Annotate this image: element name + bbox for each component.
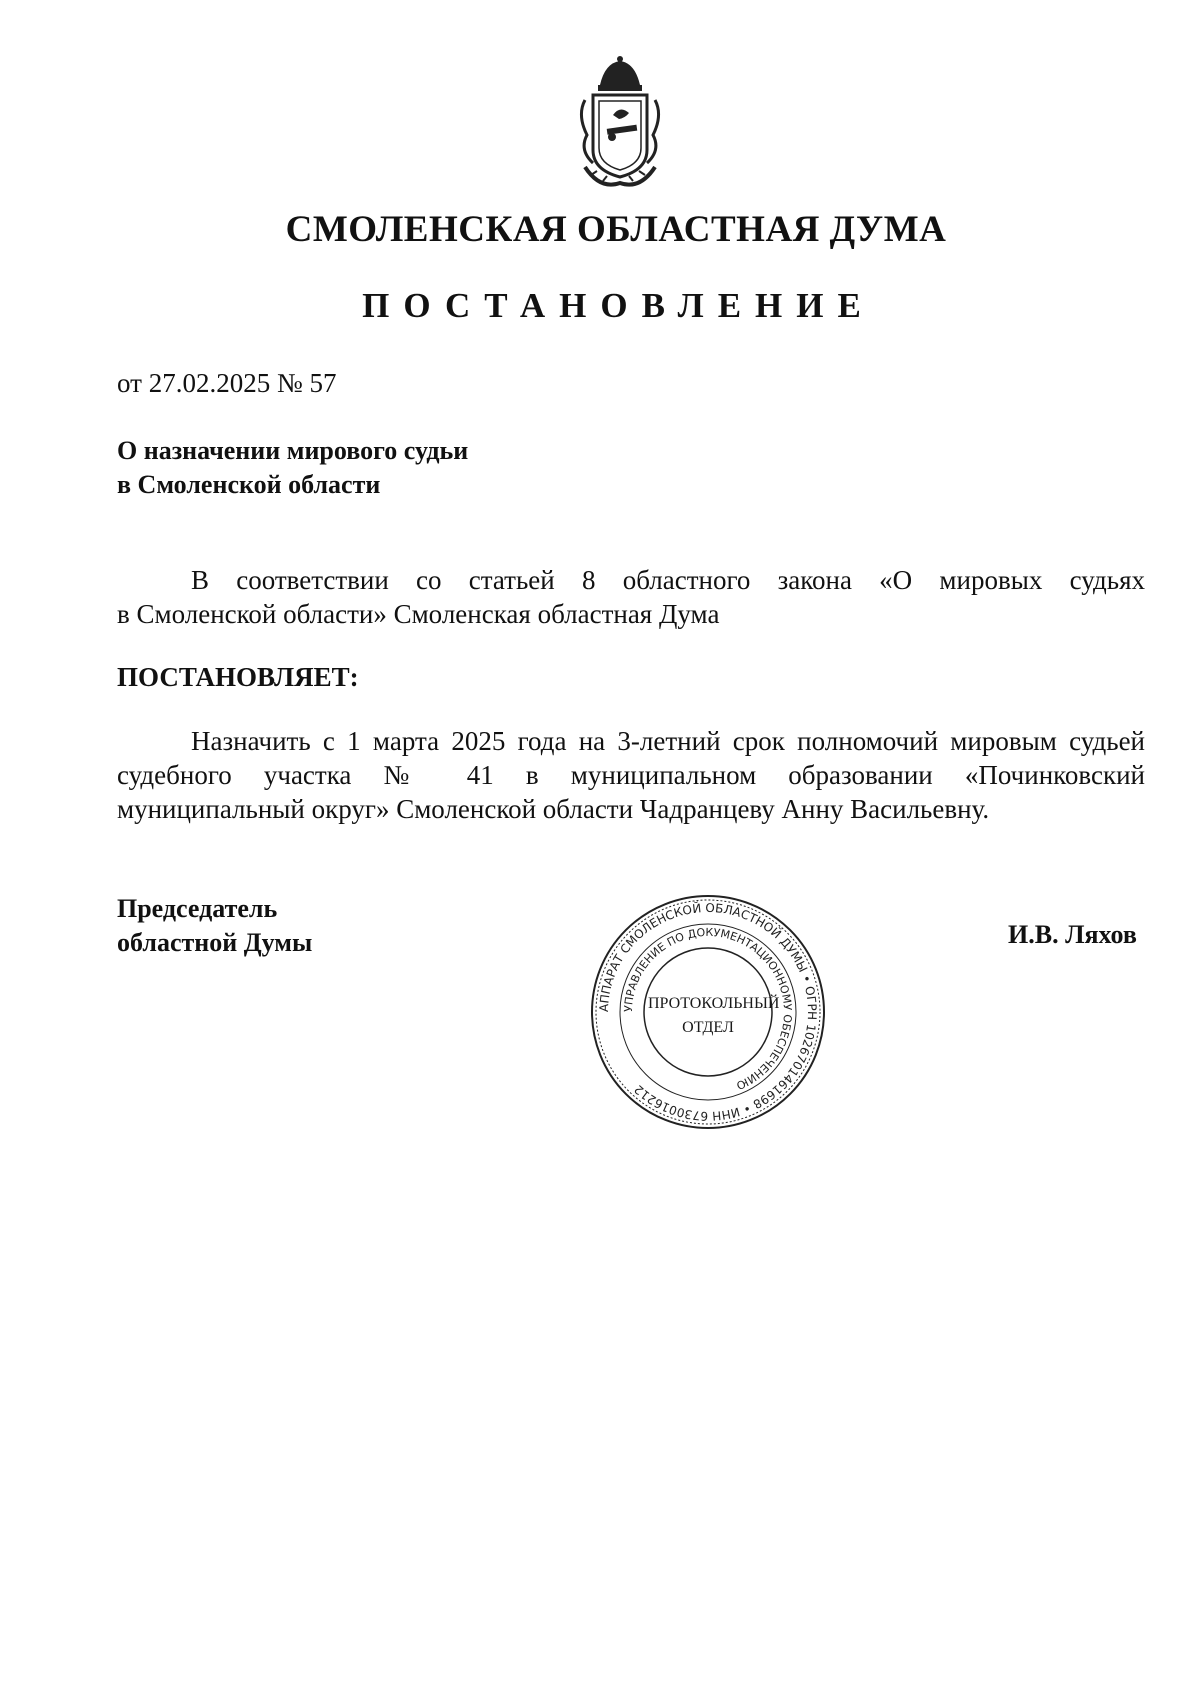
subject-line: О назначении мирового судьи: [117, 436, 469, 465]
document-subject: [117, 434, 468, 502]
organization-title: СМОЛЕНСКАЯ ОБЛАСТНАЯ ДУМА: [285, 209, 947, 250]
stamp-center-line: ПРОТОКОЛЬНЫЙ: [648, 995, 780, 1012]
position-line: Председатель: [117, 894, 278, 923]
stamp-center: [648, 992, 780, 1040]
paragraph-line: судебного участка № 41 в муниципальном образовании «Починковский: [117, 760, 1145, 790]
stamp-center-line: ОТДЕЛ: [682, 1019, 734, 1036]
document-date-number: от 27.02.2025 № 57: [117, 368, 337, 398]
official-stamp: [588, 892, 828, 1132]
paragraph-line: Назначить с 1 марта 2025 года на 3-летний срок полномочий мировым судьей: [191, 726, 1145, 756]
decree-word: ПОСТАНОВЛЯЕТ:: [117, 662, 359, 692]
stamp-inner-ring-text: УПРАВЛЕНИЕ ПО ДОКУМЕНТАЦИОННОМУ ОБЕСПЕЧЕНИЮ: [621, 925, 795, 1093]
coat-of-arms-icon: [555, 55, 685, 195]
paragraph-line: муниципальный округ» Смоленской области Чадранцеву Анну Васильевну.: [117, 794, 990, 824]
paragraph-line: В соответствии со статьей 8 областного закона «О мировых судьях: [191, 565, 1145, 595]
decision-paragraph: [117, 724, 1145, 826]
document-type-title: ПОСТАНОВЛЕНИЕ: [362, 286, 875, 325]
paragraph-line: в Смоленской области» Смоленская областная Дума: [117, 599, 720, 629]
signatory-position: [117, 892, 312, 960]
stamp-outer-ring-text: АППАРАТ СМОЛЕНСКОЙ ОБЛАСТНОЙ ДУМЫ • ОГРН 1026701461698 • ИНН 6730016212: [596, 900, 820, 1124]
position-line: областной Думы: [117, 928, 313, 957]
signatory-name: И.В. Ляхов: [1008, 920, 1137, 949]
subject-line: в Смоленской области: [117, 470, 381, 499]
preamble-paragraph: [117, 563, 1145, 631]
